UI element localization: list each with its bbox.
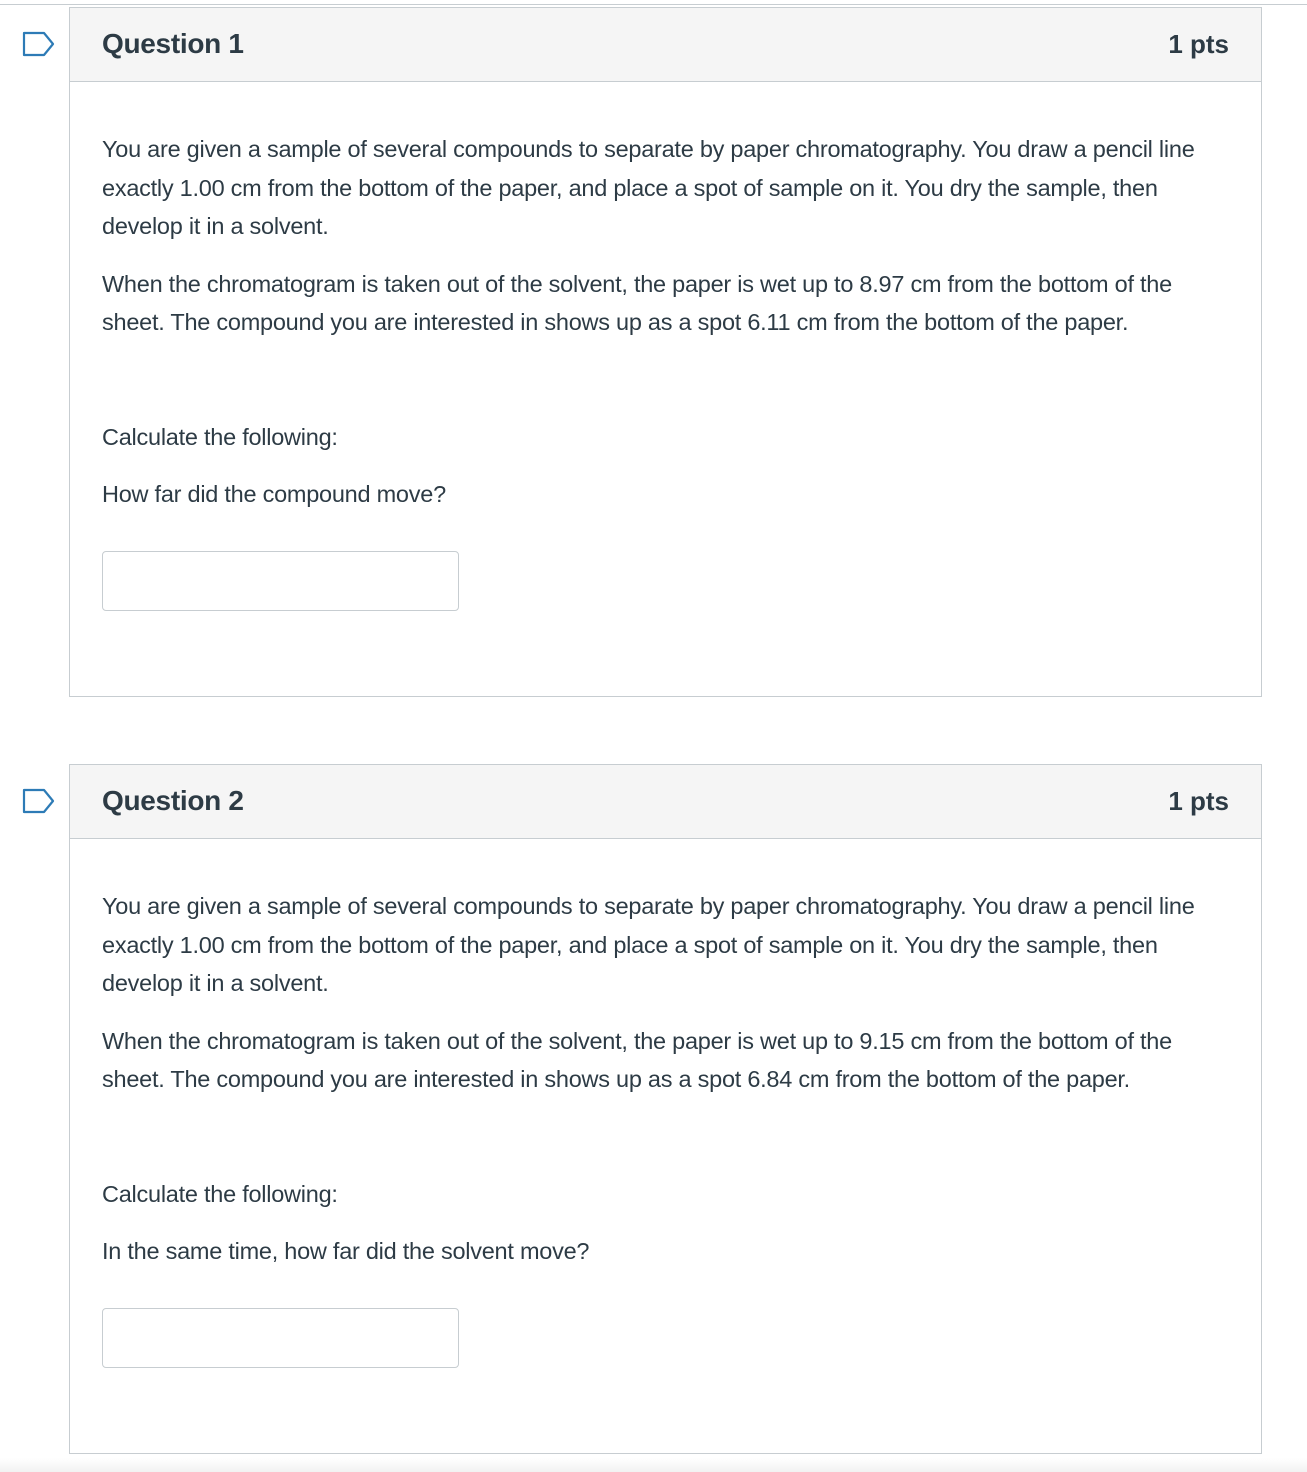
question-header [70,8,1261,82]
question-paragraph-1: You are given a sample of several compounds to separate by paper chromatography. You draw a pencil line exactly 1.00 cm from the bottom of the paper, and place a spot of sample on it. You dry the sample, then develop it in a solvent. [102,136,1195,239]
bottom-shadow [0,1458,1307,1472]
question-instruction: Calculate the following: [102,423,338,450]
question-points: 1 pts [1168,786,1229,816]
question-body [70,839,1261,1368]
question-header [70,765,1261,839]
question-body [70,82,1261,611]
question-paragraph-2: When the chromatogram is taken out of the solvent, the paper is wet up to 9.15 cm from the bottom of the sheet. The compound you are interested in shows up as a spot 6.84 cm from the bottom of the paper. [102,1027,1172,1092]
question-points: 1 pts [1168,29,1229,59]
top-divider [0,4,1307,5]
flag-question-icon[interactable] [22,31,55,57]
answer-input[interactable] [102,551,459,611]
question-title: Question 2 [102,785,244,816]
question-card-2 [69,764,1262,1454]
question-instruction: Calculate the following: [102,1180,338,1207]
question-paragraph-1: You are given a sample of several compounds to separate by paper chromatography. You draw a pencil line exactly 1.00 cm from the bottom of the paper, and place a spot of sample on it. You dry the sample, then develop it in a solvent. [102,893,1195,996]
answer-input[interactable] [102,1308,459,1368]
flag-question-icon[interactable] [22,788,55,814]
question-card-1 [69,7,1262,697]
question-prompt: How far did the compound move? [102,481,446,507]
question-paragraph-2: When the chromatogram is taken out of the solvent, the paper is wet up to 8.97 cm from the bottom of the sheet. The compound you are interested in shows up as a spot 6.11 cm from the bottom of the paper. [102,270,1172,335]
question-prompt: In the same time, how far did the solvent move? [102,1238,590,1264]
question-title: Question 1 [102,28,244,59]
